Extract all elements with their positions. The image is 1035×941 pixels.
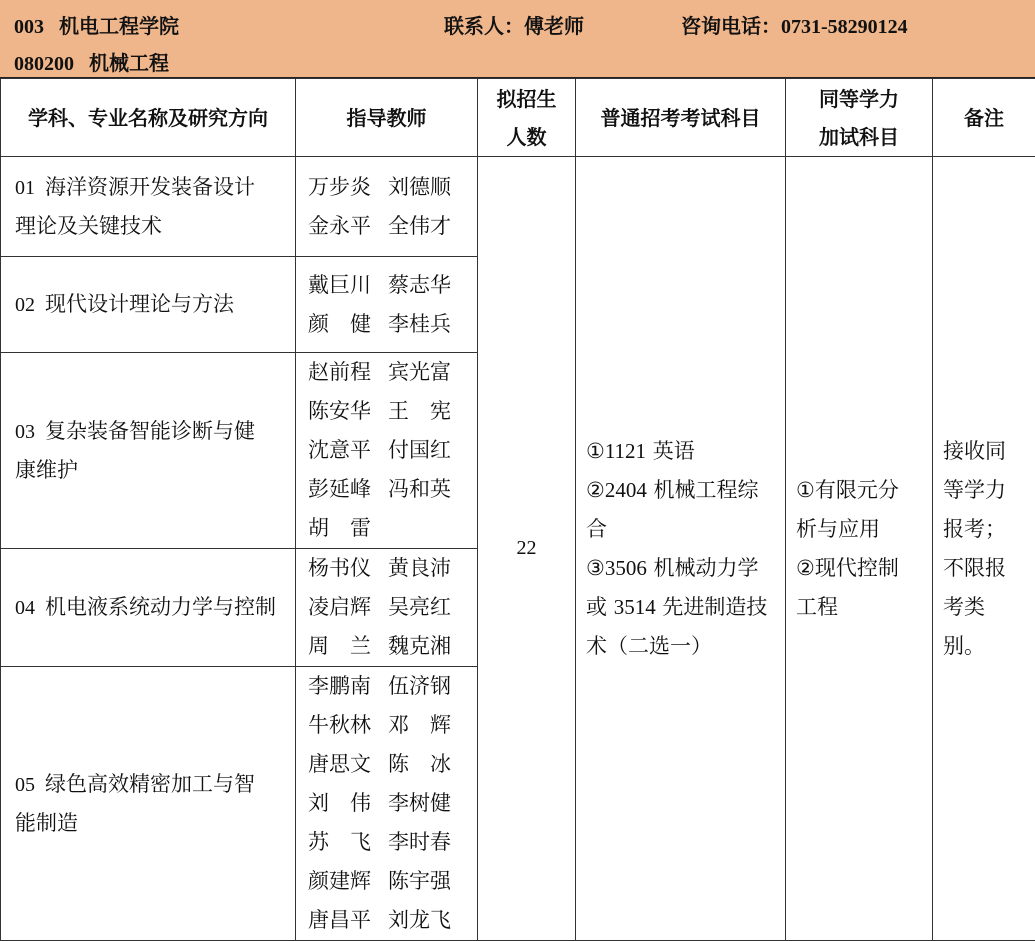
advisor-name: 李时春: [388, 830, 451, 854]
direction-name: 机电液系统动力学与控制: [45, 595, 276, 619]
exam-item2-name-cont: 合: [586, 516, 607, 541]
advisor-name: 李鹏南: [308, 674, 371, 698]
major-name: 机械工程: [88, 51, 169, 75]
direction-cell: [1, 353, 296, 549]
exam-item3-name: 机械动力学: [653, 555, 759, 580]
direction-cell: [1, 157, 296, 257]
advisor-name: 陈安华: [308, 399, 371, 423]
equiv-line: ②现代控制: [796, 555, 899, 580]
college-code: 003: [14, 16, 44, 38]
advisor-name: 颜建辉: [308, 869, 371, 893]
advisor-name: 邓 辉: [388, 713, 451, 737]
direction-name-cont: 康维护: [15, 458, 78, 482]
advisor-name: 凌启辉: [308, 595, 371, 619]
advisor-name: 刘德顺: [388, 174, 451, 199]
advisor-name: 唐昌平: [308, 908, 371, 932]
advisor-name: 颜 健: [308, 311, 371, 336]
direction-code: 01: [15, 177, 35, 199]
advisor-name: 牛秋林: [308, 713, 371, 737]
exam-item1-mark: ①: [586, 438, 605, 463]
major-code: 080200: [14, 53, 74, 75]
col-count-line2: 人数: [506, 124, 547, 149]
contact-phone: [681, 10, 908, 39]
advisor-name: 周 兰: [308, 634, 371, 658]
advisor-name: 魏克湘: [388, 634, 451, 658]
direction-code: 04: [15, 597, 35, 619]
exam-item2-name: 机械工程综: [653, 477, 759, 502]
exam-subjects-cell: [576, 157, 786, 941]
college-header: [0, 0, 1035, 78]
advisor-name: 彭延峰: [308, 477, 371, 501]
remark-line: 考类: [943, 594, 985, 619]
direction-cell: [1, 549, 296, 667]
exam-item3-name-b: 先进制造技: [662, 594, 768, 619]
col-equiv-line1: 同等学力: [819, 86, 899, 111]
advisor-name: 蔡志华: [388, 272, 451, 297]
advisor-name: 金永平: [308, 213, 371, 238]
advisor-name: 刘 伟: [308, 791, 371, 815]
phone-label: 咨询电话：: [681, 14, 781, 38]
direction-name: 复杂装备智能诊断与健: [45, 419, 255, 443]
remark-line: 等学力: [943, 477, 1006, 502]
exam-item3-mark: ③: [586, 555, 605, 580]
advisor-name: 黄良沛: [388, 556, 451, 580]
advisor-name: 万步炎: [308, 174, 371, 199]
advisor-cell: [296, 667, 478, 941]
col-count-line1: 拟招生: [496, 86, 557, 111]
advisor-name: 王 宪: [388, 399, 451, 423]
exam-item1-name: 英语: [652, 438, 695, 463]
advisor-cell: [296, 353, 478, 549]
exam-item1-code: 1121: [604, 438, 647, 463]
direction-name: 海洋资源开发装备设计: [45, 175, 255, 199]
equiv-line: 工程: [796, 594, 838, 619]
equiv-line: ①有限元分: [796, 477, 899, 502]
col-equivalent: [786, 79, 933, 157]
remark-cell: [933, 157, 1035, 941]
direction-cell: [1, 257, 296, 353]
col-direction: 学科、专业名称及研究方向: [1, 79, 296, 157]
exam-item3-code-b: 3514: [613, 594, 656, 619]
advisor-name: 宾光富: [388, 360, 451, 384]
advisor-cell: [296, 257, 478, 353]
direction-code: 02: [15, 294, 35, 316]
exam-item2-mark: ②: [586, 477, 605, 502]
exam-item3-or: 或: [586, 594, 607, 619]
col-exam: 普通招考考试科目: [576, 79, 786, 157]
advisor-name: 陈 冰: [388, 752, 451, 776]
advisor-name: 陈宇强: [388, 869, 451, 893]
direction-name: 现代设计理论与方法: [45, 292, 234, 316]
advisor-name: 李树健: [388, 791, 451, 815]
remark-line: 不限报: [943, 555, 1006, 580]
advisor-name: 戴巨川: [308, 272, 371, 297]
advisor-name: 苏 飞: [308, 830, 371, 854]
exam-item3-code: 3506: [604, 555, 647, 580]
exam-item2-code: 2404: [604, 477, 647, 502]
remark-line: 接收同: [943, 438, 1006, 463]
advisor-name: 吴亮红: [388, 595, 451, 619]
admission-table: [0, 78, 1035, 941]
advisor-name: 唐思文: [308, 752, 371, 776]
advisor-name: 沈意平: [308, 438, 371, 462]
major-title: [14, 47, 169, 76]
table-header-row: [1, 79, 1035, 157]
exam-item3-name-c: 术（二选一）: [586, 633, 712, 658]
advisor-cell: [296, 549, 478, 667]
contact-person: 联系人：傅老师: [444, 14, 584, 38]
advisor-name: 胡 雷: [308, 516, 371, 540]
col-count: [478, 79, 576, 157]
col-advisor: 指导教师: [296, 79, 478, 157]
direction-code: 05: [15, 774, 35, 796]
advisor-name: 冯和英: [388, 477, 451, 501]
advisor-name: 杨书仪: [308, 556, 371, 580]
direction-name-cont: 理论及关键技术: [15, 214, 162, 238]
col-equiv-line2: 加试科目: [819, 124, 899, 149]
advisor-name: 付国红: [388, 438, 451, 462]
advisor-name: 李桂兵: [388, 311, 451, 336]
enrollment-count: 22: [478, 157, 576, 941]
direction-name: 绿色高效精密加工与智: [45, 772, 255, 796]
table-row: [1, 157, 1035, 257]
college-title: [14, 10, 179, 39]
direction-cell: [1, 667, 296, 941]
direction-name-cont: 能制造: [15, 811, 78, 835]
equivalent-subjects-cell: [786, 157, 933, 941]
remark-line: 报考；: [943, 516, 1006, 541]
direction-code: 03: [15, 421, 35, 443]
advisor-name: 全伟才: [388, 213, 451, 238]
col-remark: 备注: [933, 79, 1035, 157]
phone-number: 0731-58290124: [781, 16, 908, 38]
advisor-name: 赵前程: [308, 360, 371, 384]
advisor-name: 伍济钢: [388, 674, 451, 698]
advisor-name: 刘龙飞: [388, 908, 451, 932]
advisor-cell: [296, 157, 478, 257]
equiv-line: 析与应用: [796, 516, 880, 541]
remark-line: 别。: [943, 633, 985, 658]
college-name: 机电工程学院: [58, 14, 179, 38]
